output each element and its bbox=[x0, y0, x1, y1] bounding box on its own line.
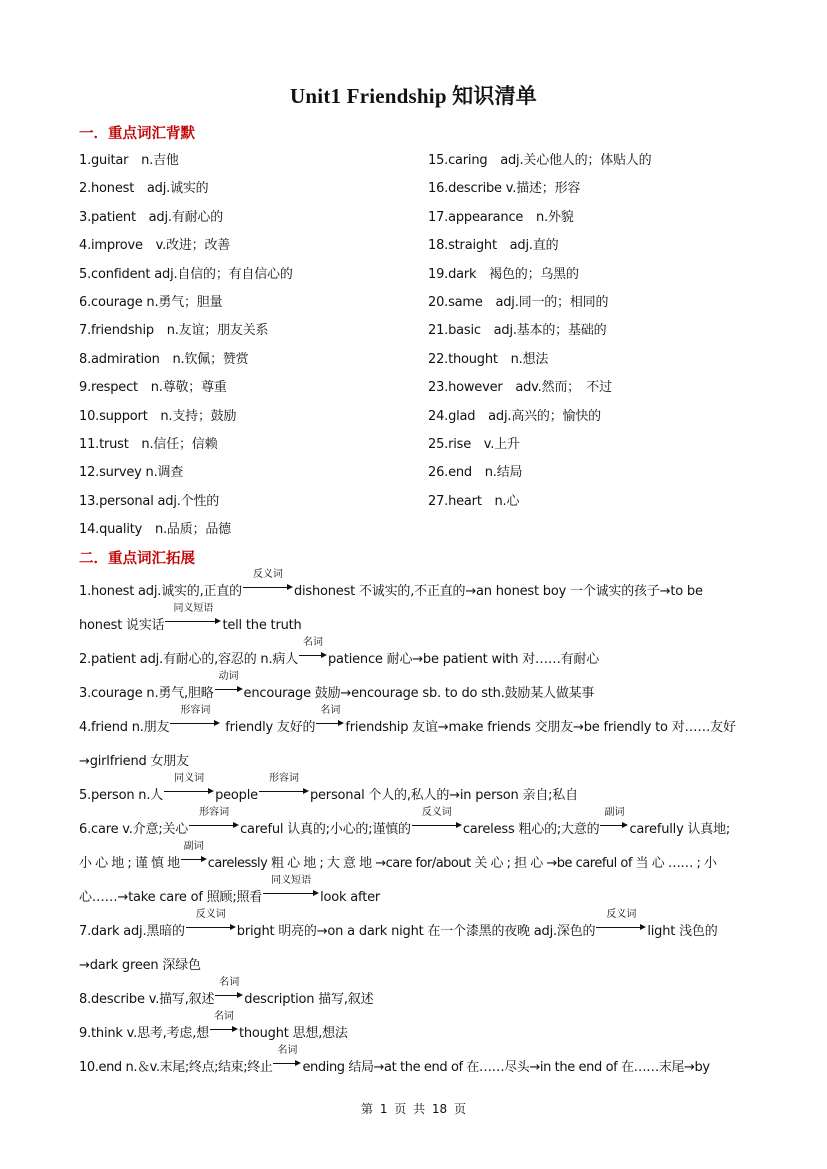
arrow-icon: 反义词 bbox=[596, 921, 646, 935]
arrow-icon: 名词 bbox=[273, 1057, 301, 1071]
arrow-icon: 副词 bbox=[600, 819, 628, 833]
extension-line bbox=[79, 909, 749, 949]
vocab-item: 9.respect n.尊敬；尊重 bbox=[79, 380, 227, 396]
extension-text: ending 结局→at the end of 在……尽头→in the end of 在……末尾→by bbox=[302, 1060, 710, 1075]
vocab-item: 8.admiration n.钦佩；赞赏 bbox=[79, 351, 249, 367]
extension-text: friendly 友好的 bbox=[221, 720, 316, 735]
arrow-icon: 同义短语 bbox=[165, 615, 221, 629]
arrow-icon: 反义词 bbox=[243, 581, 293, 595]
extension-text: 4.friend n.朋友 bbox=[79, 720, 170, 735]
vocab-item: 17.appearance n.外貌 bbox=[428, 209, 574, 225]
arrow-icon: 同义短语 bbox=[263, 887, 319, 901]
vocab-item: 11.trust n.信任；信赖 bbox=[79, 436, 218, 452]
extension-text: light 浅色的 bbox=[647, 924, 718, 939]
section-extension-heading: 二．重点词汇拓展 bbox=[79, 551, 195, 567]
arrow-icon: 反义词 bbox=[186, 921, 236, 935]
arrow-icon: 动词 bbox=[215, 683, 243, 697]
arrow-icon: 名词 bbox=[210, 1023, 238, 1037]
extension-text: personal 个人的,私人的→in person 亲自;私自 bbox=[309, 788, 578, 803]
vocab-item: 5.confident adj.自信的；有自信心的 bbox=[79, 266, 293, 282]
extension-text: carelessly 粗 心 地 ; 大 意 地 →care for/about 关 心 ; 担 心 →be careful of 当 心 …… ; 小 bbox=[207, 856, 717, 871]
arrow-icon: 形容词 bbox=[189, 819, 239, 833]
vocab-item: 6.courage n.勇气；胆量 bbox=[79, 294, 223, 310]
extension-text: 9.think v.思考,考虑,想 bbox=[79, 1026, 209, 1041]
extension-text: friendship 友谊→make friends 交朋友→be friendly to 对……友好 bbox=[345, 720, 736, 735]
extension-line bbox=[79, 1011, 749, 1051]
extension-line bbox=[79, 841, 749, 881]
extension-text: →dark green 深绿色 bbox=[79, 958, 201, 973]
extension-line bbox=[79, 1045, 749, 1085]
section-vocab-heading: 一．重点词汇背默 bbox=[79, 126, 195, 142]
arrow-icon: 名词 bbox=[316, 717, 344, 731]
extension-text: 1.honest adj.诚实的,正直的 bbox=[79, 584, 242, 599]
vocab-item: 20.same adj.同一的；相同的 bbox=[428, 294, 609, 310]
extension-text: encourage 鼓励→encourage sb. to do sth.鼓励某人做某事 bbox=[243, 686, 595, 701]
arrow-icon: 同义词 bbox=[164, 785, 214, 799]
vocab-item: 23.however adv.然而； 不过 bbox=[428, 380, 612, 396]
extension-text: 5.person n.人 bbox=[79, 788, 164, 803]
vocab-item: 3.patient adj.有耐心的 bbox=[79, 209, 224, 225]
extension-line bbox=[79, 705, 749, 745]
vocab-item: 12.survey n.调查 bbox=[79, 465, 184, 481]
extension-text: 心……→take care of 照顾;照看 bbox=[79, 890, 263, 905]
extension-line bbox=[79, 603, 749, 643]
extension-line bbox=[79, 807, 749, 847]
extension-text: honest 说实话 bbox=[79, 618, 165, 633]
arrow-icon: 名词 bbox=[299, 649, 327, 663]
extension-text: people bbox=[215, 788, 258, 803]
vocab-item: 18.straight adj.直的 bbox=[428, 238, 559, 254]
extension-list bbox=[79, 569, 749, 1085]
vocab-item: 4.improve v.改进；改善 bbox=[79, 238, 231, 254]
extension-text: thought 思想,想法 bbox=[238, 1026, 348, 1041]
vocab-item: 15.caring adj.关心他人的；体贴人的 bbox=[428, 153, 652, 168]
vocab-item: 22.thought n.想法 bbox=[428, 351, 549, 367]
extension-text: dishonest 不诚实的,不正直的→an honest boy 一个诚实的孩子→to be bbox=[293, 584, 703, 599]
vocab-item: 25.rise v.上升 bbox=[428, 436, 520, 452]
extension-line bbox=[79, 977, 749, 1017]
vocab-item: 26.end n.结局 bbox=[428, 465, 523, 481]
page-footer: 第 1 页 共 18 页 bbox=[361, 1102, 466, 1116]
vocab-item: 19.dark 褐色的；乌黑的 bbox=[428, 266, 579, 282]
extension-text: 6.care v.介意;关心 bbox=[79, 822, 189, 837]
extension-text: 7.dark adj.黑暗的 bbox=[79, 924, 185, 939]
vocab-item: 27.heart n.心 bbox=[428, 493, 520, 509]
arrow-icon: 反义词 bbox=[412, 819, 462, 833]
vocab-list bbox=[79, 147, 759, 544]
extension-text: →girlfriend 女朋友 bbox=[79, 754, 189, 769]
arrow-icon: 名词 bbox=[215, 989, 243, 1003]
arrow-icon: 副词 bbox=[181, 853, 207, 867]
arrow-icon: 形容词 bbox=[259, 785, 309, 799]
extension-text: careless 粗心的;大意的 bbox=[462, 822, 600, 837]
extension-line bbox=[79, 637, 749, 677]
vocab-item: 10.support n.支持；鼓励 bbox=[79, 408, 237, 424]
extension-line bbox=[79, 949, 749, 983]
vocab-item: 14.quality n.品质；品德 bbox=[79, 522, 231, 538]
extension-text: 8.describe v.描写,叙述 bbox=[79, 992, 215, 1007]
vocab-item: 2.honest adj.诚实的 bbox=[79, 181, 209, 197]
extension-text: carefully 认真地; bbox=[629, 822, 731, 837]
extension-text: description 描写,叙述 bbox=[244, 992, 374, 1007]
vocab-item: 13.personal adj.个性的 bbox=[79, 493, 220, 509]
vocab-item: 21.basic adj.基本的；基础的 bbox=[428, 323, 607, 339]
vocab-item: 1.guitar n.吉他 bbox=[79, 153, 179, 168]
page-title: Unit1 Friendship 知识清单 bbox=[290, 84, 537, 108]
extension-text: patience 耐心→be patient with 对……有耐心 bbox=[328, 652, 600, 667]
vocab-item: 7.friendship n.友谊；朋友关系 bbox=[79, 323, 269, 339]
extension-text: bright 明亮的→on a dark night 在一个漆黑的夜晚 adj.深色的 bbox=[236, 924, 596, 939]
vocab-item: 16.describe v.描述；形容 bbox=[428, 181, 581, 197]
extension-text: careful 认真的;小心的;谨慎的 bbox=[240, 822, 411, 837]
extension-text: 2.patient adj.有耐心的,容忍的 n.病人 bbox=[79, 652, 298, 667]
extension-line bbox=[79, 875, 749, 915]
extension-text: look after bbox=[320, 890, 381, 905]
arrow-icon: 形容词 bbox=[170, 717, 220, 731]
extension-text: 10.end n.＆v.末尾;终点;结束;终止 bbox=[79, 1060, 273, 1075]
extension-text: 小 心 地 ; 谨 慎 地 bbox=[79, 856, 180, 871]
extension-text: tell the truth bbox=[222, 618, 302, 633]
extension-text: 3.courage n.勇气,胆略 bbox=[79, 686, 214, 701]
vocab-item: 24.glad adj.高兴的；愉快的 bbox=[428, 408, 601, 424]
